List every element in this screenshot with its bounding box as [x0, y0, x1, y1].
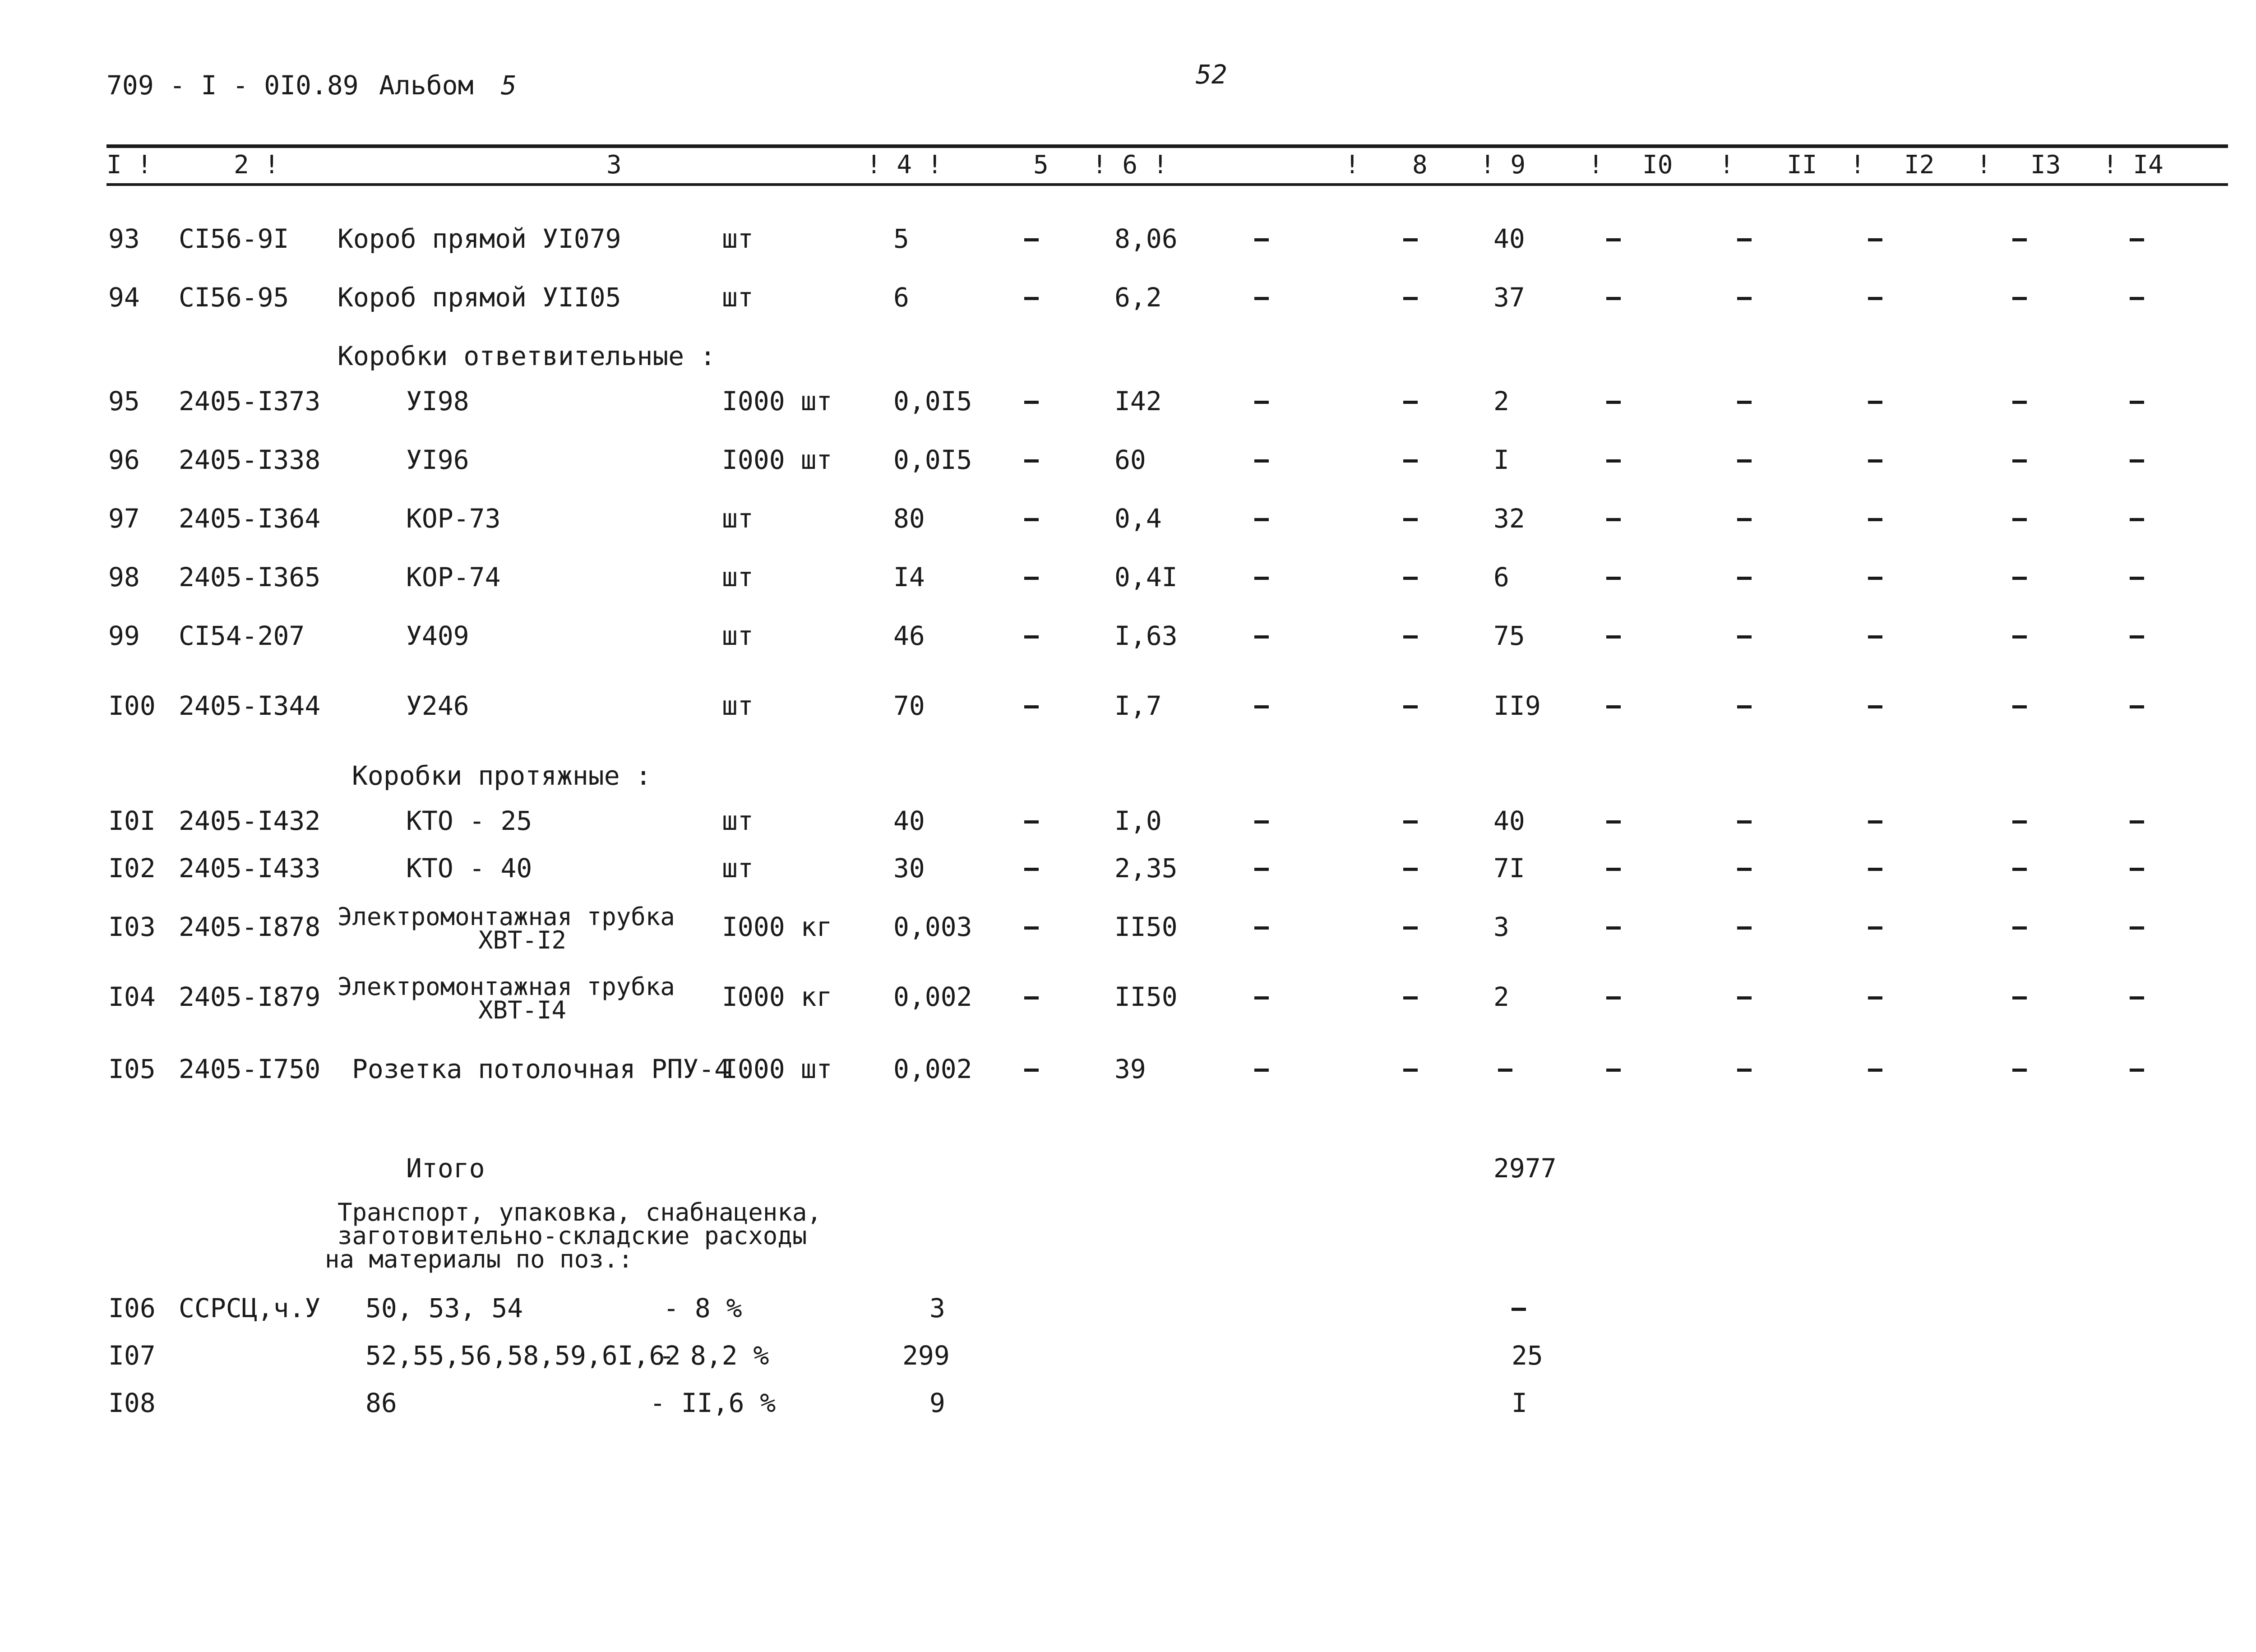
empty-cell-dash — [2012, 820, 2027, 824]
row-number: I06 — [108, 1293, 156, 1323]
empty-cell-dash — [1498, 1069, 1512, 1072]
empty-cell-dash — [2012, 577, 2027, 580]
catalog-code: CI56-9I — [179, 223, 289, 254]
empty-cell-dash — [2130, 577, 2144, 580]
total-value: 2977 — [1493, 1153, 1557, 1184]
empty-cell-dash — [1254, 1069, 1269, 1072]
column-header: ! — [1588, 150, 1604, 180]
column-header: ! 9 — [1480, 150, 1526, 180]
item-name: КОР-73 — [406, 503, 501, 534]
unit: I000 кг — [722, 912, 832, 942]
quantity: 0,003 — [893, 912, 972, 942]
empty-cell-dash — [1403, 401, 1418, 404]
cost-total: 40 — [1493, 805, 1525, 836]
empty-cell-dash — [2012, 238, 2027, 241]
empty-cell-dash — [1254, 238, 1269, 241]
cost-total: II9 — [1493, 690, 1541, 721]
empty-cell-dash — [1403, 238, 1418, 241]
header-top-rule — [106, 144, 2228, 148]
empty-cell-dash — [1606, 238, 1621, 241]
empty-cell-dash — [1403, 996, 1418, 1000]
cost-total: 37 — [1493, 282, 1525, 313]
empty-cell-dash — [1868, 577, 1882, 580]
item-name: У246 — [406, 690, 469, 721]
empty-cell-dash — [1868, 705, 1882, 708]
unit: шт — [722, 853, 754, 884]
empty-cell-dash — [1737, 518, 1752, 521]
empty-cell-dash — [1254, 459, 1269, 463]
empty-cell-dash — [1868, 635, 1882, 639]
column-header: ! — [1850, 150, 1865, 180]
cost-total: 2 — [1493, 386, 1509, 416]
empty-cell-dash — [1737, 705, 1752, 708]
empty-cell-dash — [1606, 518, 1621, 521]
transport-note-line: на материалы по поз.: — [325, 1245, 633, 1273]
empty-cell-dash — [1254, 926, 1269, 930]
album-number: 5 — [501, 70, 517, 101]
catalog-code: 2405-I364 — [179, 503, 321, 534]
empty-cell-dash — [1024, 1069, 1039, 1072]
item-name: У409 — [406, 620, 469, 651]
rate: - 8 % — [663, 1293, 742, 1323]
empty-cell-dash — [1403, 868, 1418, 871]
quantity: 5 — [893, 223, 909, 254]
empty-cell-dash — [1403, 297, 1418, 300]
unit: шт — [722, 562, 754, 592]
empty-cell-dash — [1868, 238, 1882, 241]
empty-cell-dash — [1606, 401, 1621, 404]
row-number: I03 — [108, 912, 156, 942]
row-number: 96 — [108, 444, 140, 475]
row-number: 95 — [108, 386, 140, 416]
empty-cell-dash — [1737, 401, 1752, 404]
quantity: 40 — [893, 805, 925, 836]
empty-cell-dash — [1737, 635, 1752, 639]
price: II50 — [1114, 981, 1178, 1012]
unit: шт — [722, 223, 754, 254]
document-code: 709 - I - 0I0.89 — [106, 70, 359, 101]
empty-cell-dash — [2130, 518, 2144, 521]
row-number: I02 — [108, 853, 156, 884]
row-number: I04 — [108, 981, 156, 1012]
empty-cell-dash — [1403, 577, 1418, 580]
price: I42 — [1114, 386, 1162, 416]
quantity: 3 — [929, 1293, 945, 1323]
group-heading: Коробки протяжные : — [352, 760, 652, 791]
row-number: I0I — [108, 805, 156, 836]
empty-cell-dash — [1403, 820, 1418, 824]
unit: шт — [722, 620, 754, 651]
empty-cell-dash — [2130, 868, 2144, 871]
catalog-code: 2405-I344 — [179, 690, 321, 721]
cost-total: 32 — [1493, 503, 1525, 534]
catalog-code: 2405-I432 — [179, 805, 321, 836]
row-number: 94 — [108, 282, 140, 313]
row-number: I00 — [108, 690, 156, 721]
quantity: 30 — [893, 853, 925, 884]
column-header: II — [1787, 150, 1817, 180]
column-header: I3 — [2030, 150, 2061, 180]
empty-cell-dash — [1403, 635, 1418, 639]
empty-cell-dash — [1737, 820, 1752, 824]
empty-cell-dash — [2130, 705, 2144, 708]
rate: - II,6 % — [650, 1388, 776, 1418]
price: I,63 — [1114, 620, 1178, 651]
empty-cell-dash — [1868, 996, 1882, 1000]
empty-cell-dash — [1868, 926, 1882, 930]
catalog-code: CI56-95 — [179, 282, 289, 313]
total-label: Итого — [406, 1153, 485, 1184]
column-header: ! — [1345, 150, 1360, 180]
transport-note-line: заготовительно-складские расходы — [337, 1222, 807, 1250]
empty-cell-dash — [1024, 518, 1039, 521]
empty-cell-dash — [1737, 297, 1752, 300]
empty-cell-dash — [2012, 868, 2027, 871]
empty-cell-dash — [1737, 577, 1752, 580]
price: II50 — [1114, 912, 1178, 942]
column-header: ! 4 ! — [866, 150, 943, 180]
price: 8,06 — [1114, 223, 1178, 254]
quantity: 9 — [929, 1388, 945, 1418]
empty-cell-dash — [1254, 401, 1269, 404]
column-header: I ! — [106, 150, 153, 180]
empty-cell-dash — [1606, 577, 1621, 580]
empty-cell-dash — [2012, 459, 2027, 463]
empty-cell-dash — [1868, 868, 1882, 871]
empty-cell-dash — [1024, 820, 1039, 824]
item-name: Электромонтажная трубка — [337, 972, 675, 1001]
page-number: 52 — [1196, 59, 1227, 90]
empty-cell-dash — [1403, 518, 1418, 521]
empty-cell-dash — [1868, 820, 1882, 824]
empty-cell-dash — [1403, 459, 1418, 463]
cost-total: 75 — [1493, 620, 1525, 651]
cost-total: 25 — [1512, 1340, 1543, 1371]
empty-cell-dash — [1868, 297, 1882, 300]
item-name: Электромонтажная трубка — [337, 902, 675, 931]
quantity: 0,0I5 — [893, 386, 972, 416]
empty-cell-dash — [1737, 459, 1752, 463]
empty-cell-dash — [2130, 238, 2144, 241]
empty-cell-dash — [1737, 1069, 1752, 1072]
transport-note-line: Транспорт, упаковка, снабнаценка, — [337, 1198, 822, 1226]
empty-cell-dash — [1024, 926, 1039, 930]
cost-total: I — [1493, 444, 1509, 475]
empty-cell-dash — [1254, 820, 1269, 824]
item-name: УI96 — [406, 444, 469, 475]
item-name-sub: ХВТ-I4 — [478, 996, 567, 1024]
item-name: КТО - 25 — [406, 805, 532, 836]
empty-cell-dash — [1254, 705, 1269, 708]
column-header: ! — [1976, 150, 1992, 180]
empty-cell-dash — [1606, 926, 1621, 930]
quantity: 80 — [893, 503, 925, 534]
empty-cell-dash — [1024, 996, 1039, 1000]
price: I,0 — [1114, 805, 1162, 836]
column-header: 2 ! — [234, 150, 280, 180]
empty-cell-dash — [1512, 1308, 1526, 1311]
empty-cell-dash — [1868, 1069, 1882, 1072]
item-name: Розетка потолочная РПУ-4 — [352, 1054, 730, 1084]
cost-total: 40 — [1493, 223, 1525, 254]
empty-cell-dash — [1606, 297, 1621, 300]
quantity: 0,0I5 — [893, 444, 972, 475]
empty-cell-dash — [1737, 996, 1752, 1000]
header-bottom-rule — [106, 183, 2228, 186]
group-heading: Коробки ответвительные : — [337, 341, 716, 371]
quantity: 6 — [893, 282, 909, 313]
catalog-code: 2405-I338 — [179, 444, 321, 475]
column-header: ! 6 ! — [1092, 150, 1168, 180]
unit: шт — [722, 503, 754, 534]
quantity: 299 — [902, 1340, 950, 1371]
row-number: I07 — [108, 1340, 156, 1371]
catalog-code: 2405-I750 — [179, 1054, 321, 1084]
column-header: ! I4 — [2103, 150, 2164, 180]
price: 0,4I — [1114, 562, 1178, 592]
unit: шт — [722, 805, 754, 836]
empty-cell-dash — [2130, 820, 2144, 824]
item-name: УI98 — [406, 386, 469, 416]
column-header: I2 — [1904, 150, 1935, 180]
unit: шт — [722, 690, 754, 721]
row-number: 99 — [108, 620, 140, 651]
empty-cell-dash — [2130, 996, 2144, 1000]
empty-cell-dash — [1024, 297, 1039, 300]
item-name-sub: ХВТ-I2 — [478, 926, 567, 954]
empty-cell-dash — [1024, 238, 1039, 241]
quantity: I4 — [893, 562, 925, 592]
empty-cell-dash — [1606, 635, 1621, 639]
price: I,7 — [1114, 690, 1162, 721]
row-number: 98 — [108, 562, 140, 592]
column-header: I0 — [1642, 150, 1673, 180]
empty-cell-dash — [2130, 1069, 2144, 1072]
column-header: 3 — [606, 150, 622, 180]
price: 0,4 — [1114, 503, 1162, 534]
column-header: 8 — [1412, 150, 1428, 180]
empty-cell-dash — [1024, 401, 1039, 404]
empty-cell-dash — [1606, 459, 1621, 463]
unit: I000 шт — [722, 444, 832, 475]
catalog-code: 2405-I878 — [179, 912, 321, 942]
empty-cell-dash — [1868, 459, 1882, 463]
row-number: 93 — [108, 223, 140, 254]
empty-cell-dash — [1868, 401, 1882, 404]
price: 6,2 — [1114, 282, 1162, 313]
empty-cell-dash — [1737, 238, 1752, 241]
row-number: 97 — [108, 503, 140, 534]
empty-cell-dash — [1403, 1069, 1418, 1072]
catalog-code: 2405-I365 — [179, 562, 321, 592]
price: 60 — [1114, 444, 1146, 475]
empty-cell-dash — [1606, 996, 1621, 1000]
catalog-code: ССРСЦ,ч.У — [179, 1293, 321, 1323]
item-name: КОР-74 — [406, 562, 501, 592]
quantity: 0,002 — [893, 981, 972, 1012]
empty-cell-dash — [2130, 401, 2144, 404]
item-name: Короб прямой УII05 — [337, 282, 621, 313]
item-name: КТО - 40 — [406, 853, 532, 884]
positions: 50, 53, 54 — [365, 1293, 523, 1323]
cost-total: 7I — [1493, 853, 1525, 884]
unit: I000 кг — [722, 981, 832, 1012]
price: 39 — [1114, 1054, 1146, 1084]
empty-cell-dash — [2012, 705, 2027, 708]
empty-cell-dash — [2130, 459, 2144, 463]
empty-cell-dash — [1254, 868, 1269, 871]
empty-cell-dash — [1024, 868, 1039, 871]
catalog-code: 2405-I373 — [179, 386, 321, 416]
quantity: 46 — [893, 620, 925, 651]
empty-cell-dash — [2130, 926, 2144, 930]
empty-cell-dash — [1403, 926, 1418, 930]
rate: - 8,2 % — [659, 1340, 769, 1371]
unit: шт — [722, 282, 754, 313]
row-number: I05 — [108, 1054, 156, 1084]
positions: 52,55,56,58,59,6I,62 — [365, 1340, 681, 1371]
empty-cell-dash — [2012, 518, 2027, 521]
empty-cell-dash — [1606, 1069, 1621, 1072]
empty-cell-dash — [2130, 297, 2144, 300]
empty-cell-dash — [2130, 635, 2144, 639]
empty-cell-dash — [1254, 518, 1269, 521]
empty-cell-dash — [1254, 297, 1269, 300]
empty-cell-dash — [2012, 635, 2027, 639]
unit: I000 шт — [722, 386, 832, 416]
cost-total: 2 — [1493, 981, 1509, 1012]
empty-cell-dash — [1254, 635, 1269, 639]
unit: I000 шт — [722, 1054, 832, 1084]
catalog-code: CI54-207 — [179, 620, 305, 651]
column-header: ! — [1719, 150, 1734, 180]
cost-total: 6 — [1493, 562, 1509, 592]
catalog-code: 2405-I879 — [179, 981, 321, 1012]
empty-cell-dash — [1737, 926, 1752, 930]
empty-cell-dash — [1024, 635, 1039, 639]
catalog-code: 2405-I433 — [179, 853, 321, 884]
empty-cell-dash — [1024, 705, 1039, 708]
empty-cell-dash — [1024, 577, 1039, 580]
empty-cell-dash — [2012, 401, 2027, 404]
empty-cell-dash — [1606, 868, 1621, 871]
item-name: Короб прямой УI079 — [337, 223, 621, 254]
quantity: 0,002 — [893, 1054, 972, 1084]
album-label: Альбом — [379, 70, 474, 101]
empty-cell-dash — [1254, 996, 1269, 1000]
cost-total: I — [1512, 1388, 1527, 1418]
empty-cell-dash — [2012, 926, 2027, 930]
positions: 86 — [365, 1388, 397, 1418]
empty-cell-dash — [2012, 297, 2027, 300]
empty-cell-dash — [1606, 820, 1621, 824]
empty-cell-dash — [1403, 705, 1418, 708]
empty-cell-dash — [1606, 705, 1621, 708]
empty-cell-dash — [1737, 868, 1752, 871]
empty-cell-dash — [2012, 1069, 2027, 1072]
cost-total: 3 — [1493, 912, 1509, 942]
row-number: I08 — [108, 1388, 156, 1418]
empty-cell-dash — [1024, 459, 1039, 463]
price: 2,35 — [1114, 853, 1178, 884]
empty-cell-dash — [1868, 518, 1882, 521]
empty-cell-dash — [2012, 996, 2027, 1000]
quantity: 70 — [893, 690, 925, 721]
empty-cell-dash — [1254, 577, 1269, 580]
column-header: 5 — [1033, 150, 1049, 180]
